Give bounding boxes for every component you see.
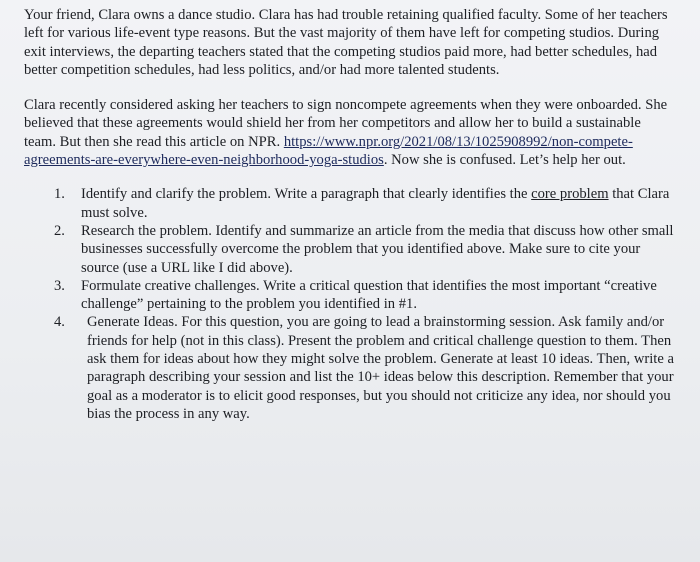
context-text: Clara recently considered asking her teachers to sign noncompete agreements when they were onboarded. She believed that these agreements would shield her from her competitors and allow her to build a sustainable team. But then she read this article on NPR. bbox=[24, 97, 668, 150]
npr-article-link[interactable]: https://www.npr.org/2021/08/13/1025908992/non-compete-agreements-are-everywhere-even-neighborhood-yoga-studios bbox=[24, 133, 633, 169]
context-text-end: . Now she is confused. Let’s help her out. bbox=[383, 152, 626, 169]
task-list bbox=[24, 185, 674, 423]
list-item-text-end: that Clara must solve. bbox=[81, 186, 670, 221]
list-item-text: Formulate creative challenges. Write a critical question that identifies the most important “creative challenge” pertaining to the problem you identified in #1. bbox=[81, 277, 657, 313]
list-item-number: 3. bbox=[54, 277, 65, 294]
list-item bbox=[24, 222, 674, 277]
list-item-text: Research the problem. Identify and summarize an article from the media that discuss how other small businesses successfully overcome the problem that you identified above. Make sure to cite your source (use a URL like I did above). bbox=[81, 222, 674, 276]
list-item-number: 4. bbox=[54, 314, 65, 331]
context-paragraph bbox=[24, 96, 674, 169]
list-item-text: Generate Ideas. For this question, you are going to lead a brainstorming session. Ask family and/or friends for help (not in this class). Present the problem and critical challenge question to them. Then ask them for ideas about how they might solve the problem. Generate at least 10 ideas. Then, write a paragraph describing your session and list the 10+ ideas below this description. Remember that your goal as a moderator is to elicit good responses, but you should not criticize any idea, nor should you bias the process in any way. bbox=[87, 314, 674, 422]
intro-paragraph: Your friend, Clara owns a dance studio. Clara has had trouble retaining qualified faculty. Some of her teachers left for various life-event type reasons. But the vast majority of them have left for competing studios. During exit interviews, the departing teachers stated that the competing studios paid more, had better schedules, had better competition schedules, had less politics, and/or had more talented students. bbox=[24, 7, 668, 78]
list-item-number: 2. bbox=[54, 222, 65, 239]
list-item bbox=[24, 277, 674, 314]
list-item-underlined-text: core problem bbox=[531, 186, 609, 203]
list-item-text: Identify and clarify the problem. Write a paragraph that clearly identifies the bbox=[81, 186, 532, 203]
list-item bbox=[24, 185, 674, 222]
list-item bbox=[24, 313, 674, 423]
list-item-number: 1. bbox=[54, 186, 65, 203]
